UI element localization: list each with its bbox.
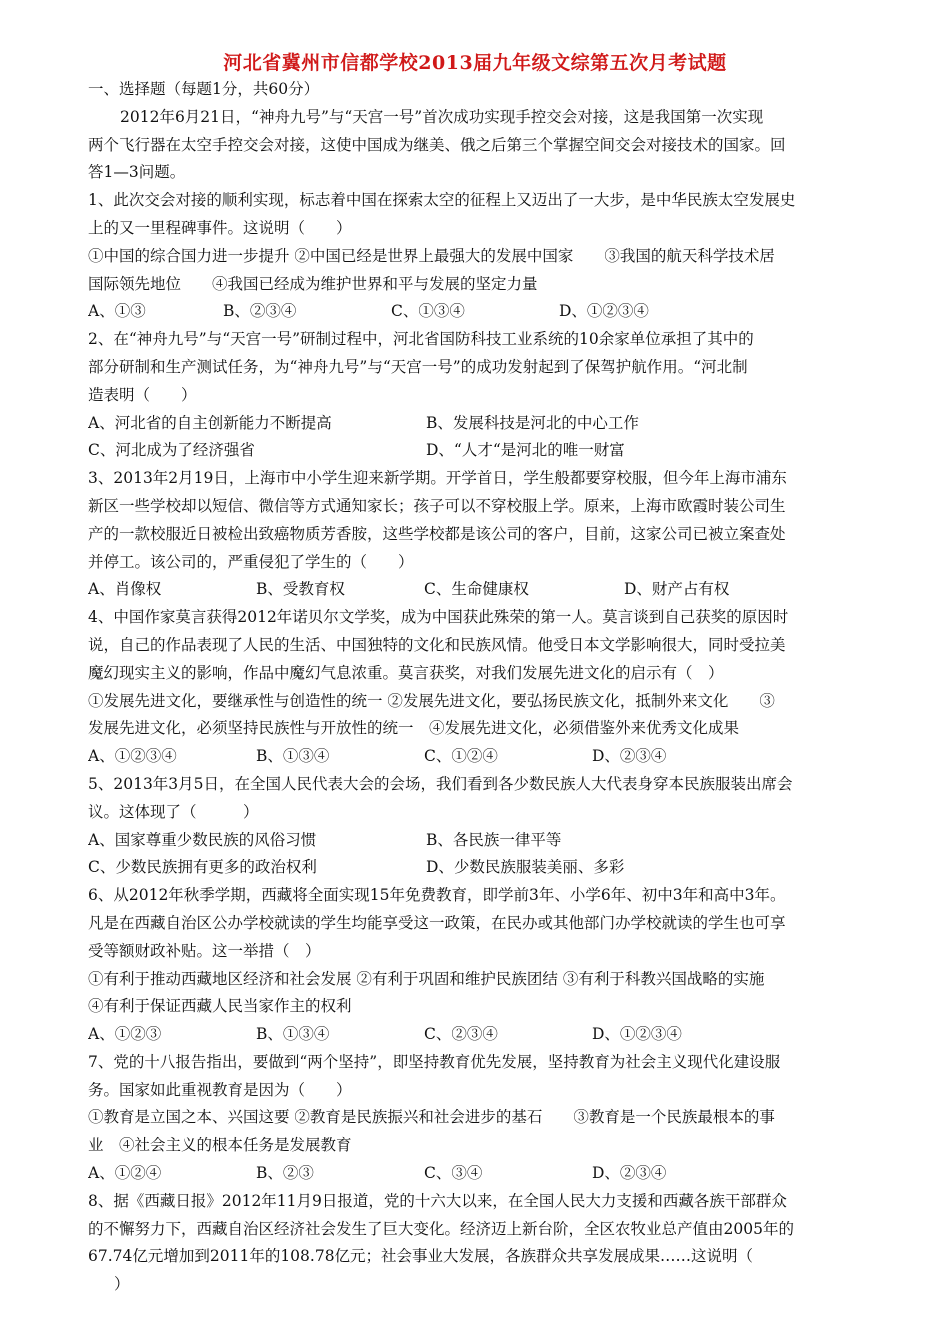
- question-4-stem: 魔幻现实主义的影响，作品中魔幻气息浓重。莫言获奖，对我们发展先进文化的启示有（ ）: [88, 663, 724, 682]
- question-6-stem: 6、从2012年秋季学期，西藏将全面实现15年免费教育，即学前3年、小学6年、初中3年和高中3年。: [88, 886, 786, 905]
- question-8-stem: 的不懈努力下，西藏自治区经济社会发生了巨大变化。经济迈上新台阶，全区农牧业总产值由2005年的: [88, 1219, 794, 1238]
- option-d: D、①②③④: [559, 302, 649, 321]
- option-d: D、少数民族服装美丽、多彩: [426, 858, 625, 877]
- exam-content: [88, 76, 868, 1299]
- question-6-options: [88, 1021, 868, 1049]
- question-2-options: [88, 410, 868, 438]
- question-7-stem: 7、党的十八报告指出，要做到“两个坚持”，即坚持教育优先发展，坚持教育为社会主义现代化建设服: [88, 1052, 781, 1071]
- section-heading: 一、选择题（每题1分，共60分）: [88, 80, 320, 98]
- question-3-options: [88, 576, 868, 604]
- option-b: B、②③: [256, 1164, 314, 1183]
- question-4-items: 发展先进文化，必须坚持民族性与开放性的统一 ④发展先进文化，必须借鉴外来优秀文化成果: [88, 719, 740, 738]
- page-title: 河北省冀州市信都学校2013届九年级文综第五次月考试题: [223, 52, 727, 74]
- question-2-options: [88, 437, 868, 465]
- option-c: C、生命健康权: [424, 580, 529, 599]
- intro-line: 2012年6月21日，“神舟九号”与“天宫一号”首次成功实现手控交会对接，这是我国第一次实现: [120, 107, 764, 126]
- option-c: C、①③④: [391, 302, 465, 321]
- question-4-options: [88, 743, 868, 771]
- question-2-stem: 部分研制和生产测试任务，为“神舟九号”与“天宫一号”的成功发射起到了保驾护航作用。“河北制: [88, 357, 748, 376]
- question-7-items: 业 ④社会主义的根本任务是发展教育: [88, 1136, 352, 1155]
- option-c: C、河北成为了经济强省: [88, 441, 255, 460]
- question-3-stem: 并停工。该公司的，严重侵犯了学生的（ ）: [88, 552, 414, 571]
- option-b: B、①③④: [256, 747, 330, 766]
- option-c: C、少数民族拥有更多的政治权利: [88, 858, 317, 877]
- option-a: A、①②③④: [88, 747, 177, 766]
- question-5-stem: 5、2013年3月5日，在全国人民代表大会的会场，我们看到各少数民族人大代表身穿本民族服装出席会: [88, 774, 793, 793]
- option-a: A、国家尊重少数民族的风俗习惯: [88, 830, 317, 849]
- question-7-stem: 务。国家如此重视教育是因为（ ）: [88, 1080, 352, 1099]
- option-a: A、河北省的自主创新能力不断提高: [88, 413, 332, 432]
- question-1-stem: 上的又一里程碑事件。这说明（ ）: [88, 218, 352, 237]
- option-c: C、③④: [424, 1164, 483, 1183]
- question-5-options: [88, 827, 868, 855]
- question-7-items: ①教育是立国之本、兴国这要 ②教育是民族振兴和社会进步的基石 ③教育是一个民族最根本的事: [88, 1108, 775, 1127]
- question-1-items: 国际领先地位 ④我国已经成为维护世界和平与发展的坚定力量: [88, 274, 538, 293]
- option-c: C、②③④: [424, 1025, 498, 1044]
- option-d: D、②③④: [592, 747, 667, 766]
- question-6-items: ①有利于推动西藏地区经济和社会发展 ②有利于巩固和维护民族团结 ③有利于科教兴国战略的实施: [88, 969, 765, 988]
- question-5-options: [88, 854, 868, 882]
- option-a: A、①②③: [88, 1025, 162, 1044]
- option-a: A、肖像权: [88, 580, 162, 599]
- question-6-stem: 受等额财政补贴。这一举措（ ）: [88, 941, 321, 960]
- question-2-stem: 造表明（ ）: [88, 385, 197, 404]
- option-b: B、各民族一律平等: [426, 830, 562, 849]
- question-4-stem: 说，自己的作品表现了人民的生活、中国独特的文化和民族风情。他受日本文学影响很大，同时受拉美: [88, 635, 786, 654]
- option-c: C、①②④: [424, 747, 498, 766]
- option-d: D、财产占有权: [624, 580, 730, 599]
- question-1-options: [88, 298, 868, 326]
- question-6-stem: 凡是在西藏自治区公办学校就读的学生均能享受这一政策，在民办或其他部门办学校就读的学生也可享: [88, 913, 786, 932]
- question-7-options: [88, 1160, 868, 1188]
- question-1-items: ①中国的综合国力进一步提升 ②中国已经是世界上最强大的发展中国家 ③我国的航天科学技术居: [88, 246, 775, 265]
- option-d: D、②③④: [592, 1164, 667, 1183]
- intro-line: 两个飞行器在太空手控交会对接，这使中国成为继美、俄之后第三个掌握空间交会对接技术的国家。回: [88, 135, 786, 154]
- question-4-items: ①发展先进文化，要继承性与创造性的统一 ②发展先进文化，要弘扬民族文化，抵制外来文化 ③: [88, 691, 775, 710]
- question-1-stem: 1、此次交会对接的顺利实现，标志着中国在探索太空的征程上又迈出了一大步，是中华民族太空发展史: [88, 191, 796, 210]
- option-b: B、发展科技是河北的中心工作: [426, 413, 639, 432]
- option-a: A、①③: [88, 302, 146, 321]
- option-d: D、①②③④: [592, 1025, 682, 1044]
- option-b: B、受教育权: [256, 580, 345, 599]
- question-5-stem: 议。这体现了（ ）: [88, 802, 259, 821]
- intro-line: 答1—3问题。: [88, 163, 186, 182]
- question-3-stem: 新区一些学校却以短信、微信等方式通知家长；孩子可以不穿校服上学。原来，上海市欧霞时装公司生: [88, 496, 786, 515]
- option-d: D、“人才“是河北的唯一财富: [426, 441, 625, 460]
- question-6-items: ④有利于保证西藏人民当家作主的权利: [88, 997, 352, 1016]
- option-a: A、①②④: [88, 1164, 162, 1183]
- question-4-stem: 4、中国作家莫言获得2012年诺贝尔文学奖，成为中国获此殊荣的第一人。莫言谈到自己获奖的原因时: [88, 608, 789, 627]
- option-b: B、②③④: [223, 302, 297, 321]
- question-3-stem: 产的一款校服近日被检出致癌物质芳香胺，这些学校都是该公司的客户，目前，这家公司已被立案查处: [88, 524, 786, 543]
- question-8-stem: ）: [114, 1275, 130, 1294]
- question-2-stem: 2、在“神舟九号”与“天宫一号”研制过程中，河北省国防科技工业系统的10余家单位承担了其中的: [88, 330, 754, 349]
- question-8-stem: 67.74亿元增加到2011年的108.78亿元；社会事业大发展，各族群众共享发展成果……这说明（: [88, 1247, 754, 1266]
- question-3-stem: 3、2013年2月19日，上海市中小学生迎来新学期。开学首日，学生般都要穿校服，但今年上海市浦东: [88, 469, 787, 488]
- option-b: B、①③④: [256, 1025, 330, 1044]
- question-8-stem: 8、据《西藏日报》2012年11月9日报道，党的十六大以来，在全国人民大力支援和西藏各族干部群众: [88, 1191, 787, 1210]
